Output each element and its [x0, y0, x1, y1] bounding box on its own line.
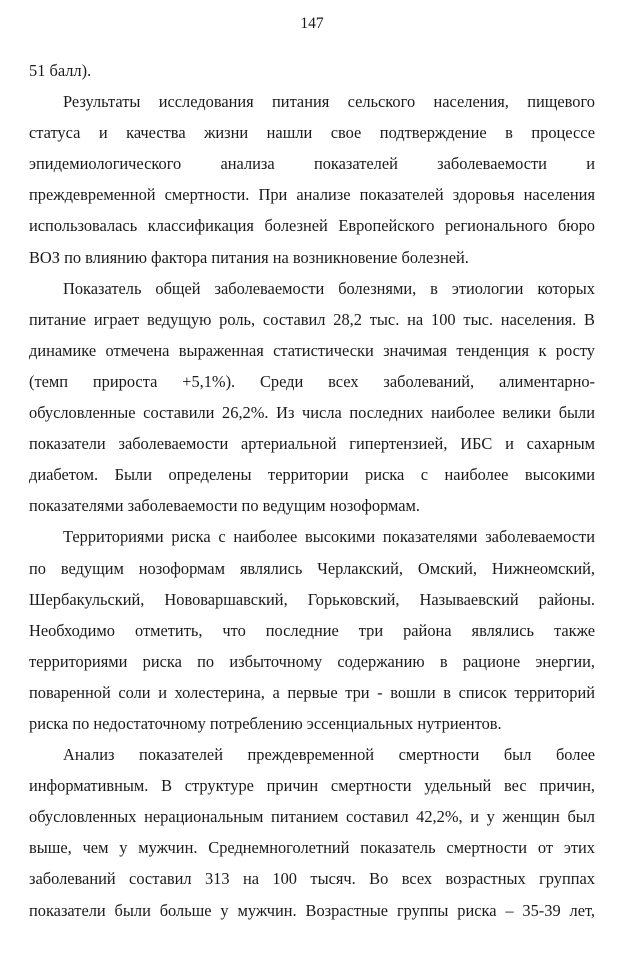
text-line: Территориями риска с наиболее высокими показателями заболеваемости: [63, 527, 595, 547]
text-line: ВОЗ по влиянию фактора питания на возникновение болезней.: [29, 247, 469, 267]
text-line: преждевременной смертности. При анализе показателей здоровья населения: [29, 185, 595, 205]
text-line: поваренной соли и холестерина, а первые три - вошли в список территорий: [29, 682, 595, 702]
page-number: 147: [300, 15, 324, 32]
text-line: показателями заболеваемости по ведущим нозоформам.: [29, 496, 421, 516]
text-line: 51 балл).: [29, 61, 92, 80]
text-line: использовалась классификация болезней Европейского регионального бюро: [29, 216, 595, 236]
text-line: Показатель общей заболеваемости болезнями, в этиологии которых: [63, 278, 595, 298]
text-line: эпидемиологического анализа показателей заболеваемости и: [29, 154, 595, 174]
text-line: информативным. В структуре причин смертности удельный вес причин,: [29, 776, 595, 796]
text-line: динамике отмечена выраженная статистически значимая тенденция к росту: [29, 340, 595, 360]
text-line: питание играет ведущую роль, составил 28,2 тыс. на 100 тыс. населения. В: [29, 309, 595, 329]
text-line: Анализ показателей преждевременной смертности был более: [63, 745, 595, 765]
text-line: территориями риска по избыточному содержанию в рационе энергии,: [29, 651, 595, 671]
text-line: по ведущим нозоформам являлись Черлакский, Омский, Нижнеомский,: [29, 558, 595, 578]
text-line: статуса и качества жизни нашли свое подтверждение в процессе: [29, 123, 595, 143]
text-line: диабетом. Были определены территории риска с наиболее высокими: [29, 465, 595, 485]
text-line: обусловленных нерациональным питанием составил 42,2%, и у женщин был: [29, 807, 595, 827]
text-line: заболеваний составил 313 на 100 тысяч. Во всех возрастных группах: [29, 869, 595, 889]
text-line: показатели были больше у мужчин. Возрастные группы риска – 35-39 лет,: [29, 900, 595, 920]
document-body: [29, 55, 595, 926]
text-line: Шербакульский, Нововаршавский, Горьковский, Называевский районы.: [29, 589, 595, 609]
text-line: показатели заболеваемости артериальной гипертензией, ИБС и сахарным: [29, 434, 595, 454]
text-line: выше, чем у мужчин. Среднемноголетний показатель смертности от этих: [29, 838, 595, 858]
text-line: риска по недостаточному потреблению эссенциальных нутриентов.: [29, 713, 502, 733]
text-line: (темп прироста +5,1%). Среди всех заболеваний, алиментарно-: [29, 371, 595, 391]
text-line: Необходимо отметить, что последние три района являлись также: [29, 620, 595, 640]
text-line: обусловленные составили 26,2%. Из числа последних наиболее велики были: [29, 403, 595, 423]
text-line: Результаты исследования питания сельского населения, пищевого: [63, 92, 595, 112]
